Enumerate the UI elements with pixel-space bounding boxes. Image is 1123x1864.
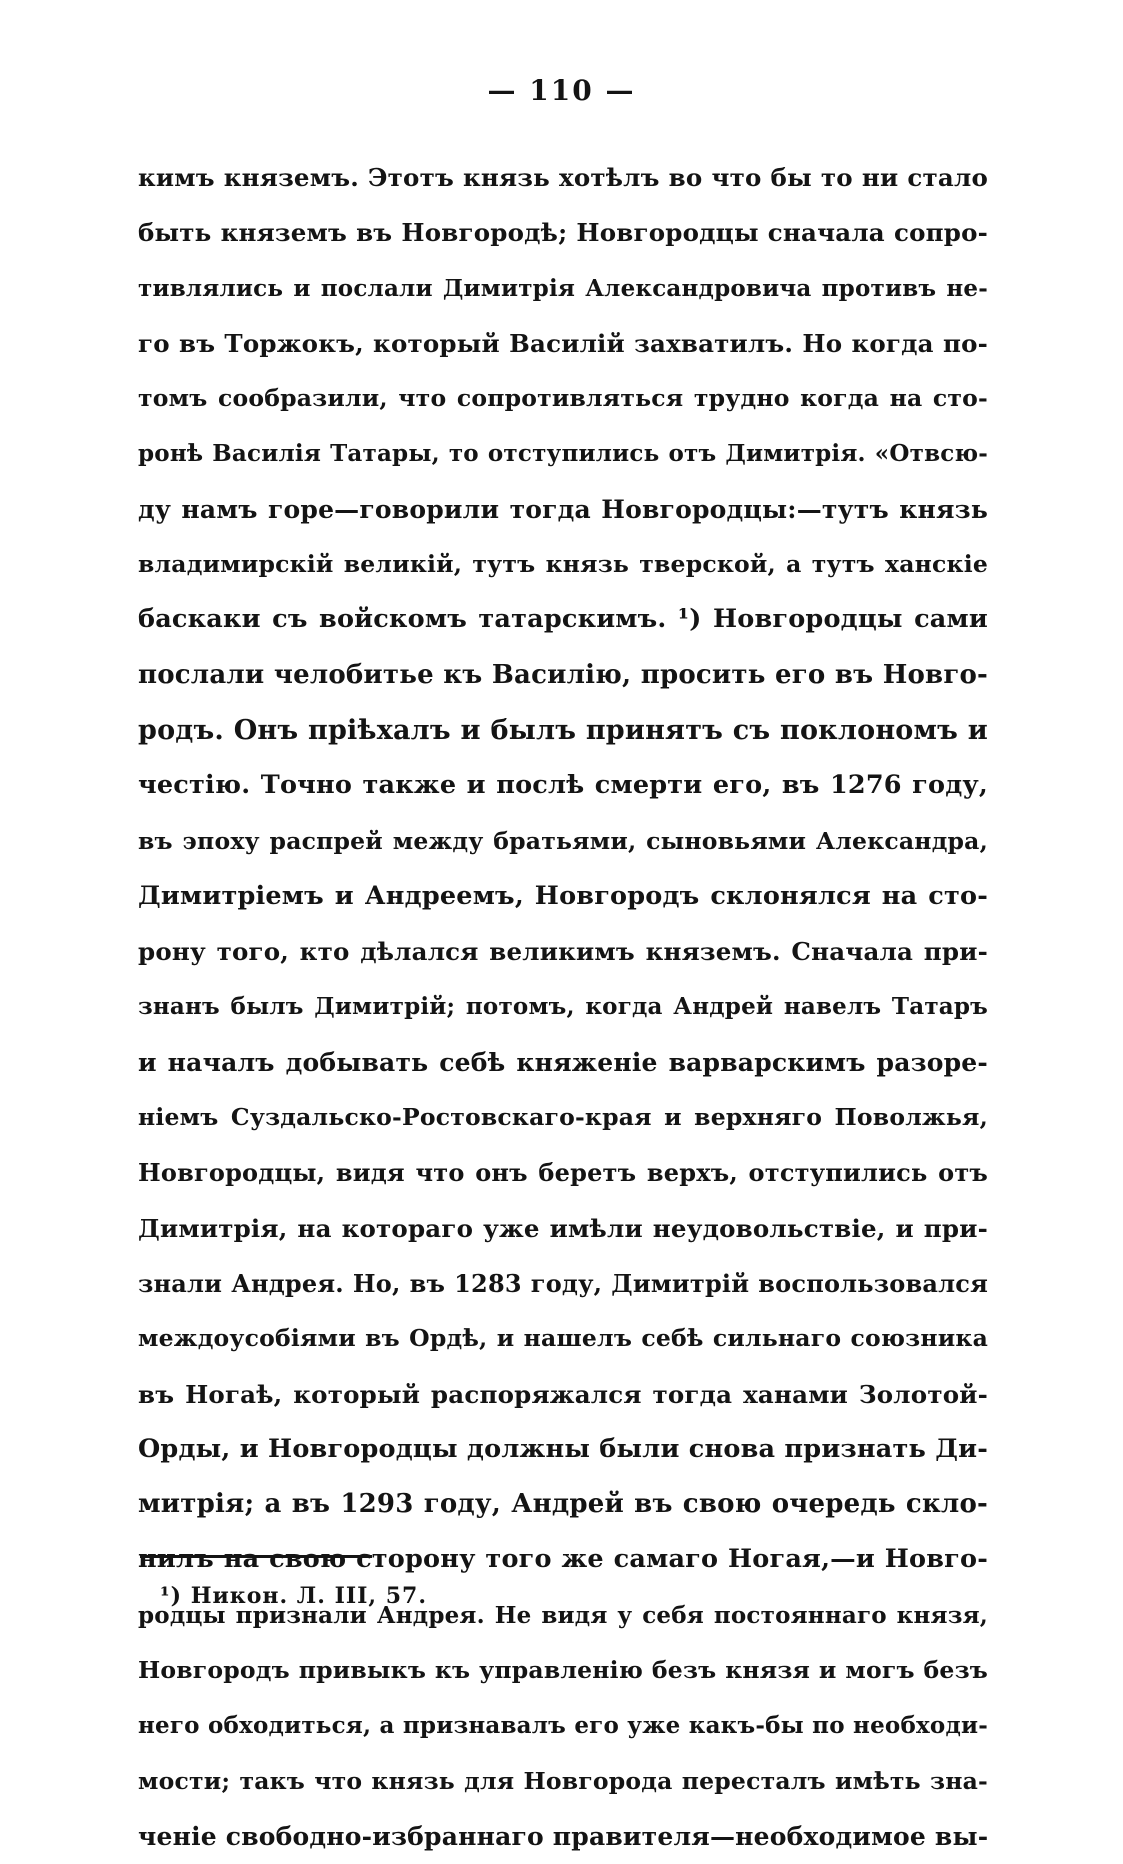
text-line: митрія; а въ 1293 году, Андрей въ свою очередь скло- bbox=[138, 1489, 988, 1520]
text-line: междоусобіями въ Ордѣ, и нашелъ себѣ сильнаго союзника bbox=[138, 1324, 988, 1353]
text-line: тивлялись и послали Димитрія Александровича противъ не- bbox=[138, 274, 988, 302]
text-line: него обходиться, а признавалъ его уже какъ-бы по необходи- bbox=[138, 1712, 988, 1740]
footnote: ¹) Никон. Л. III, 57. bbox=[160, 1583, 428, 1609]
text-line: владимирскій великій, тутъ князь тверской, а тутъ ханскіе bbox=[138, 550, 988, 579]
text-line: быть княземъ въ Новгородѣ; Новгородцы сначала сопро- bbox=[138, 218, 988, 248]
text-line: и началъ добывать себѣ княженіе варварскимъ разоре- bbox=[138, 1047, 988, 1077]
text-line: Новгородцы, видя что онъ беретъ верхъ, отступились отъ bbox=[138, 1158, 988, 1188]
text-line: мости; такъ что князь для Новгорода пересталъ имѣть зна- bbox=[138, 1766, 988, 1795]
text-line: ду намъ горе—говорили тогда Новгородцы:—тутъ князь bbox=[138, 494, 988, 524]
text-line: послали челобитье къ Василію, просить его въ Новго- bbox=[138, 659, 988, 690]
text-line: Димитріемъ и Андреемъ, Новгородъ склонялся на сто- bbox=[138, 880, 988, 911]
text-line: Орды, и Новгородцы должны были снова признать Ди- bbox=[138, 1433, 988, 1464]
text-line: родъ. Онъ пріѣхалъ и былъ принятъ съ поклономъ и bbox=[138, 714, 988, 746]
text-line: томъ сообразили, что сопротивляться трудно когда на сто- bbox=[138, 384, 988, 413]
footnote-divider bbox=[140, 1555, 372, 1558]
text-line: ніемъ Суздальско-Ростовскаго-края и верхняго Поволжья, bbox=[138, 1103, 988, 1132]
page-number: — 110 — bbox=[487, 74, 636, 107]
text-line: знали Андрея. Но, въ 1283 году, Димитрій воспользовался bbox=[138, 1268, 988, 1298]
text-line: въ эпоху распрей между братьями, сыновьями Александра, bbox=[138, 826, 988, 855]
text-line: въ Ногаѣ, который распоряжался тогда ханами Золотой- bbox=[138, 1379, 988, 1409]
text-line: Новгородъ привыкъ къ управленію безъ князя и могъ безъ bbox=[138, 1656, 988, 1685]
text-line: баскаки съ войскомъ татарскимъ. ¹) Новгородцы сами bbox=[138, 604, 988, 635]
text-line: родцы признали Андрея. Не видя у себя постояннаго князя, bbox=[138, 1601, 988, 1629]
text-line: ченіе свободно-избраннаго правителя—необходимое вы- bbox=[138, 1821, 989, 1851]
text-line: рону того, кто дѣлался великимъ княземъ. Сначала при- bbox=[138, 937, 988, 967]
text-line: знанъ былъ Димитрій; потомъ, когда Андрей навелъ Татаръ bbox=[138, 993, 988, 1021]
text-line: ронѣ Василія Татары, то отступились отъ Димитрія. «Отвсю- bbox=[138, 440, 988, 468]
text-line: Димитрія, на котораго уже имѣли неудовольствіе, и при- bbox=[138, 1213, 988, 1243]
text-line: честію. Точно также и послѣ смерти его, въ 1276 году, bbox=[138, 770, 988, 801]
text-line: нилъ на свою сторону того же самаго Ногая,—и Новго- bbox=[138, 1544, 988, 1575]
text-line: кимъ княземъ. Этотъ князь хотѣлъ во что бы то ни стало bbox=[138, 163, 988, 192]
text-line: го въ Торжокъ, который Василій захватилъ. Но когда по- bbox=[138, 328, 988, 358]
